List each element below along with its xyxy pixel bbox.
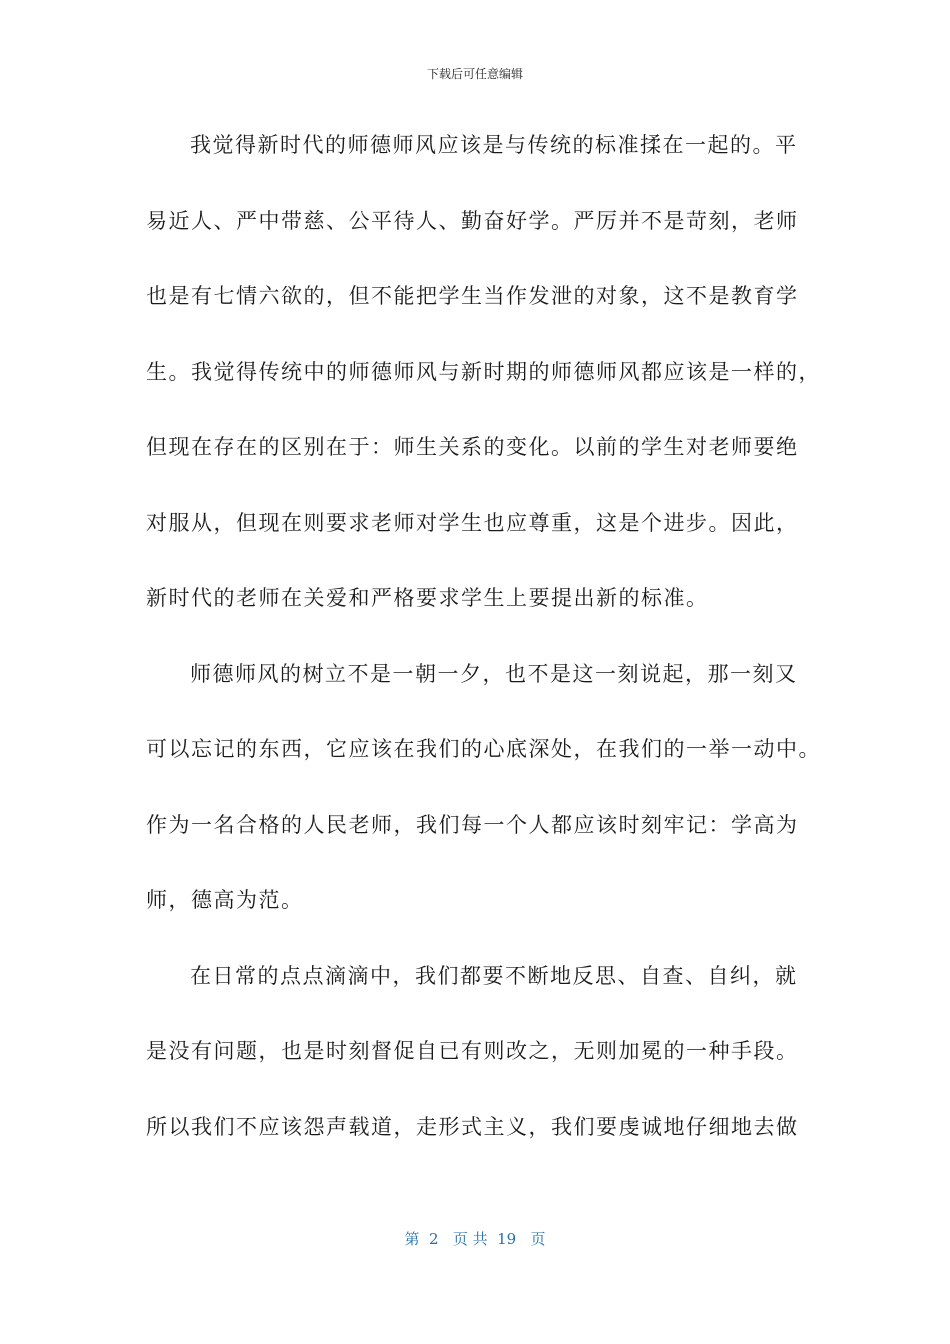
paragraph-line: 但现在存在的区别在于：师生关系的变化。以前的学生对老师要绝	[146, 435, 799, 459]
paragraph-line: 对服从，但现在则要求老师对学生也应尊重，这是个进步。因此，	[146, 510, 799, 535]
document-body	[146, 128, 821, 1185]
paragraph-line: 在日常的点点滴滴中，我们都要不断地反思、自查、自纠，就	[190, 963, 798, 988]
paragraph-line: 师德师风的树立不是一朝一夕，也不是这一刻说起，那一刻又	[190, 661, 798, 686]
paragraph-line: 也是有七情六欲的，但不能把学生当作发泄的对象，这不是教育学	[146, 284, 799, 308]
paragraph-line: 易近人、严中带慈、公平待人、勤奋好学。严厉并不是苛刻，老师	[146, 208, 799, 233]
paragraph-line: 新时代的老师在关爱和严格要求学生上要提出新的标准。	[146, 586, 709, 610]
paragraph-line: 是没有问题，也是时刻督促自已有则改之，无则加冕的一种手段。	[146, 1039, 799, 1063]
paragraph-line: 所以我们不应该怨声载道，走形式主义，我们要虔诚地仔细地去做	[146, 1114, 799, 1139]
page-header: 下载后可任意编辑	[426, 67, 523, 81]
paragraph-line: 师，德高为范。	[146, 888, 304, 912]
paragraph-line: 我觉得新时代的师德师风应该是与传统的标准揉在一起的。平	[190, 133, 798, 157]
paragraph-line: 可以忘记的东西，它应该在我们的心底深处，在我们的一举一动中。	[146, 737, 821, 761]
paragraph-line: 生。我觉得传统中的师德师风与新时期的师德师风都应该是一样的，	[146, 359, 821, 384]
paragraph-line: 作为一名合格的人民老师，我们每一个人都应该时刻牢记：学高为	[146, 812, 799, 837]
page-number-footer: 第 2 页 共 19 页	[404, 1230, 546, 1248]
